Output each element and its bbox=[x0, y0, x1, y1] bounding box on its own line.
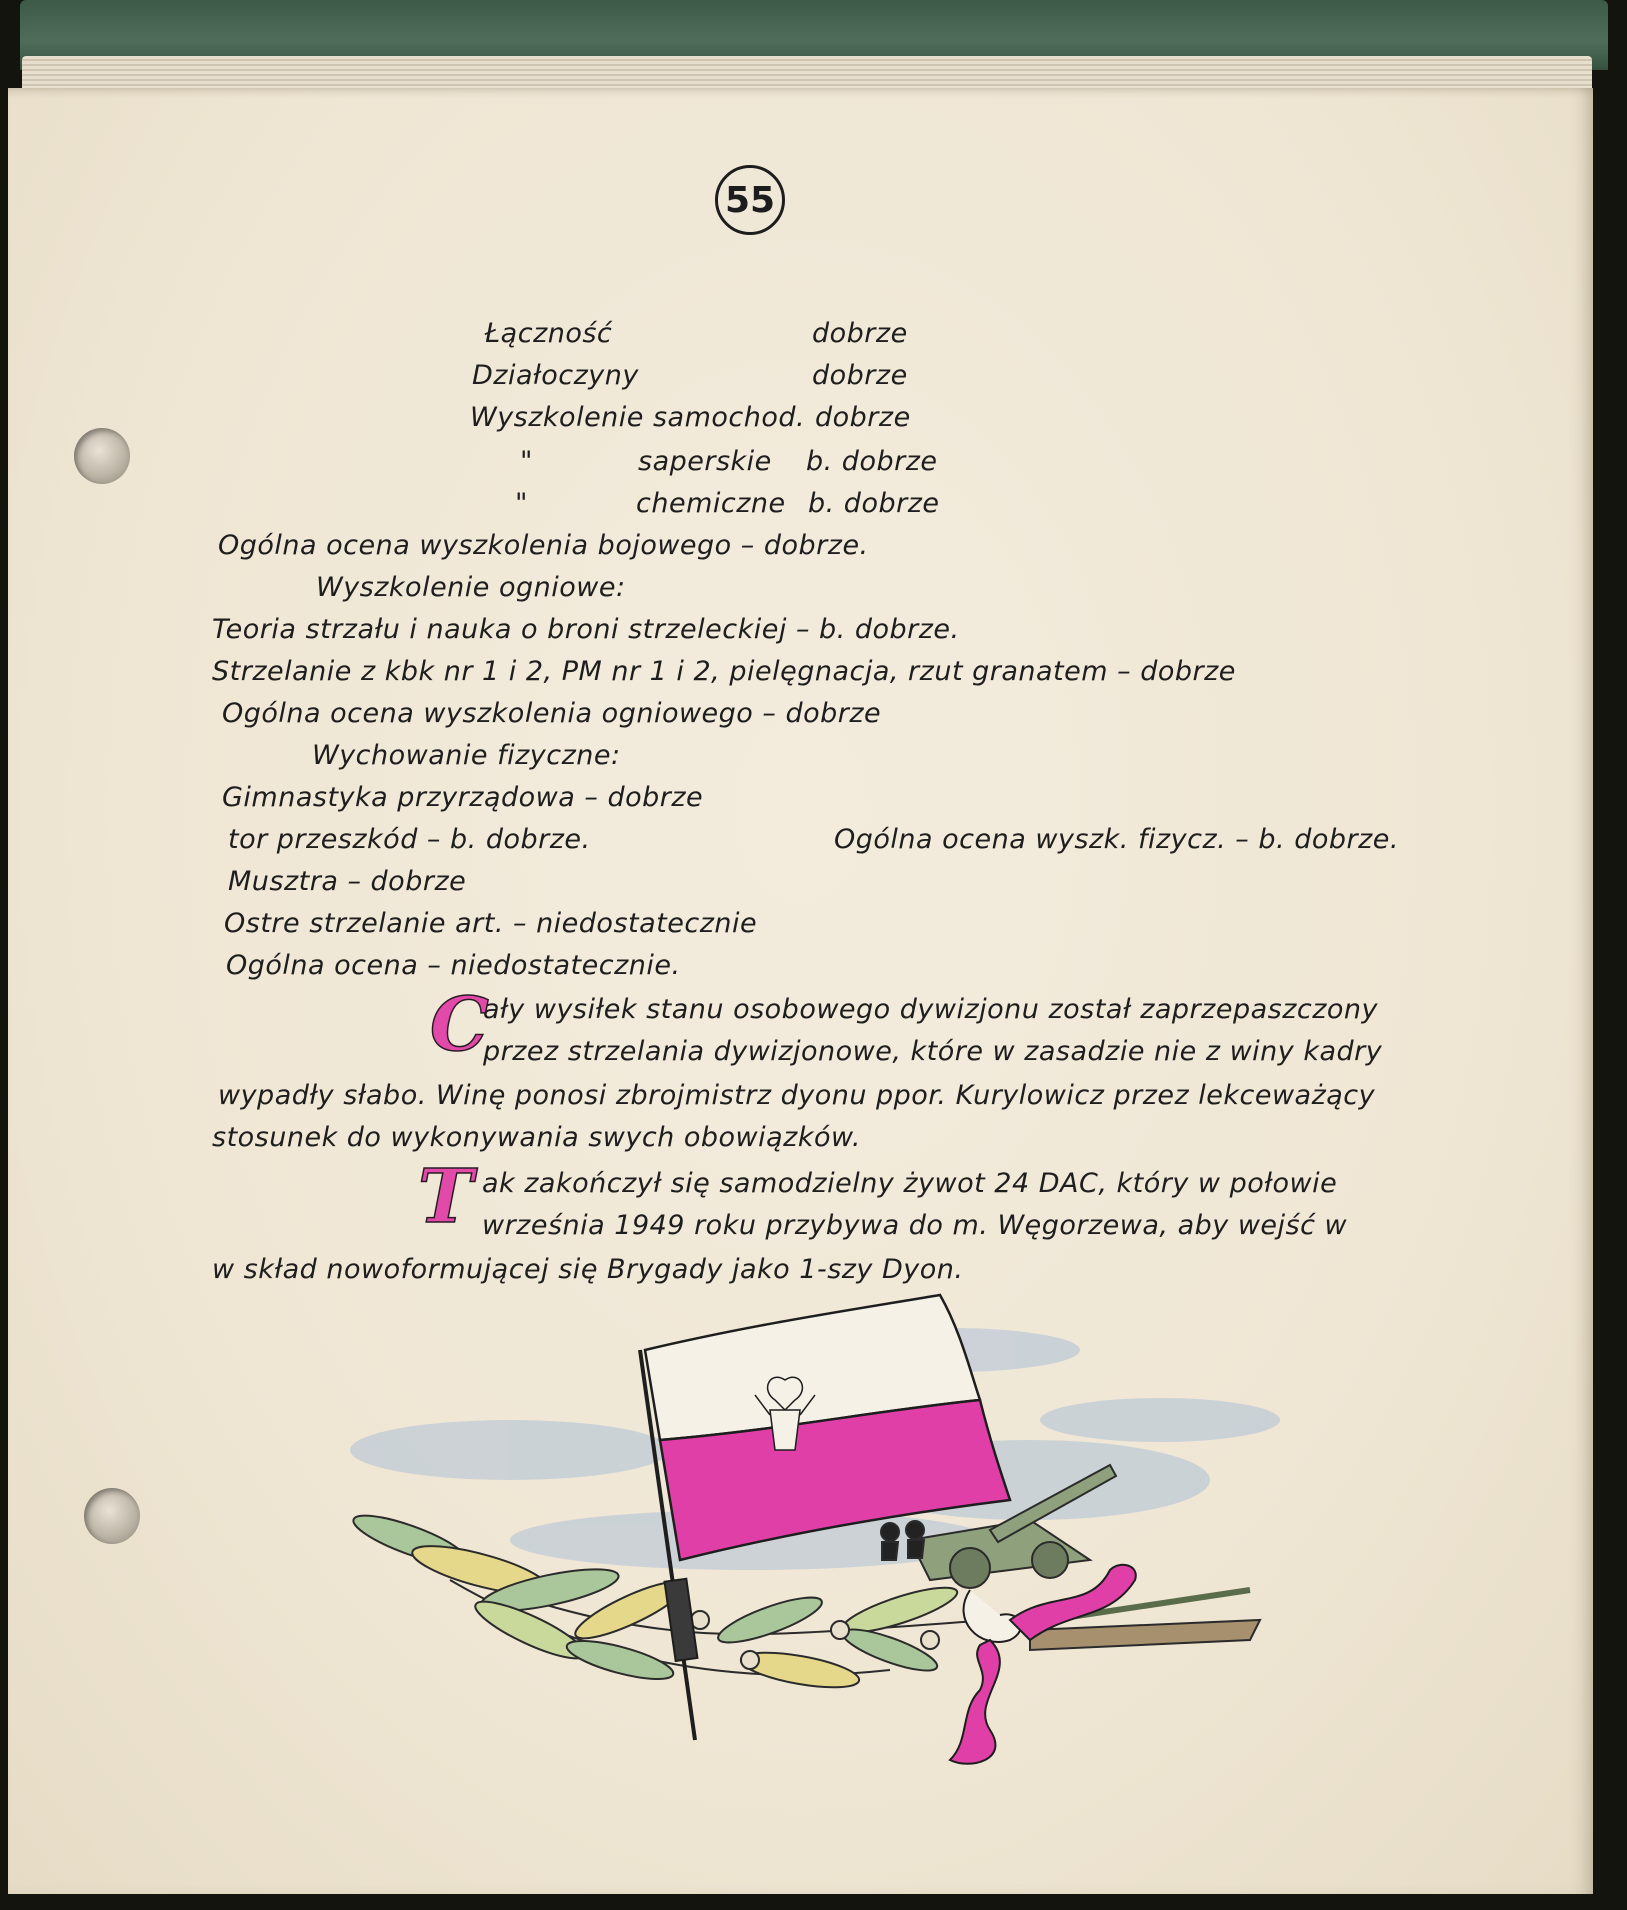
text-line: stosunek do wykonywania swych obowiązków. bbox=[212, 1122, 861, 1153]
text-line: Teoria strzału i nauka o broni strzeleckiej – b. dobrze. bbox=[212, 614, 960, 645]
text-line: ały wysiłek stanu osobowego dywizjonu został zaprzepaszczony bbox=[483, 994, 1378, 1025]
grade-value: dobrze bbox=[815, 402, 911, 433]
flag-and-cannon-illustration bbox=[330, 1290, 1430, 1770]
section-heading: Wyszkolenie ogniowe: bbox=[316, 572, 626, 603]
ditto-mark: " bbox=[515, 488, 528, 519]
decorated-initial: T bbox=[418, 1154, 474, 1240]
text-line: Gimnastyka przyrządowa – dobrze bbox=[222, 782, 704, 813]
text-line: wypadły słabo. Winę ponosi zbrojmistrz dyonu ppor. Kurylowicz przez lekceważący bbox=[218, 1080, 1376, 1111]
decorated-initial: C bbox=[430, 982, 489, 1068]
text-line: ak zakończył się samodzielny żywot 24 DAC, który w połowie bbox=[482, 1168, 1338, 1199]
text-line: września 1949 roku przybywa do m. Węgorzewa, aby wejść w bbox=[482, 1210, 1348, 1241]
section-heading: Wychowanie fizyczne: bbox=[312, 740, 621, 771]
ditto-mark: " bbox=[520, 446, 533, 477]
grade-label: Łączność bbox=[485, 318, 613, 349]
polish-flag-icon bbox=[645, 1295, 1010, 1560]
text-line: Ostre strzelanie art. – niedostatecznie bbox=[224, 908, 758, 939]
text-line: w skład nowoformującej się Brygady jako 1-szy Dyon. bbox=[212, 1254, 964, 1285]
binder-hole-bottom bbox=[84, 1488, 140, 1544]
grade-label: Wyszkolenie samochod. bbox=[470, 402, 806, 433]
binder-hole-top bbox=[74, 428, 130, 484]
grade-value: dobrze bbox=[812, 360, 908, 391]
text-line: tor przeszkód – b. dobrze. bbox=[228, 824, 591, 855]
page-number: 55 bbox=[715, 165, 785, 235]
grade-label: chemiczne bbox=[636, 488, 786, 519]
grade-value: dobrze bbox=[812, 318, 908, 349]
text-line: przez strzelania dywizjonowe, które w zasadzie nie z winy kadry bbox=[483, 1036, 1383, 1067]
grade-value: b. dobrze bbox=[806, 446, 938, 477]
text-line: Ogólna ocena – niedostatecznie. bbox=[226, 950, 681, 981]
ribbon-icon bbox=[950, 1565, 1136, 1764]
grade-value: b. dobrze bbox=[808, 488, 940, 519]
grade-label: Działoczyny bbox=[472, 360, 639, 391]
text-line: Ogólna ocena wyszkolenia ogniowego – dobrze bbox=[222, 698, 882, 729]
grade-label: saperskie bbox=[638, 446, 772, 477]
text-line: Ogólna ocena wyszkolenia bojowego – dobrze. bbox=[218, 530, 869, 561]
text-line: Musztra – dobrze bbox=[228, 866, 467, 897]
text-line: Strzelanie z kbk nr 1 i 2, PM nr 1 i 2, pielęgnacja, rzut granatem – dobrze bbox=[212, 656, 1236, 687]
text-line: Ogólna ocena wyszk. fizycz. – b. dobrze. bbox=[834, 824, 1399, 855]
